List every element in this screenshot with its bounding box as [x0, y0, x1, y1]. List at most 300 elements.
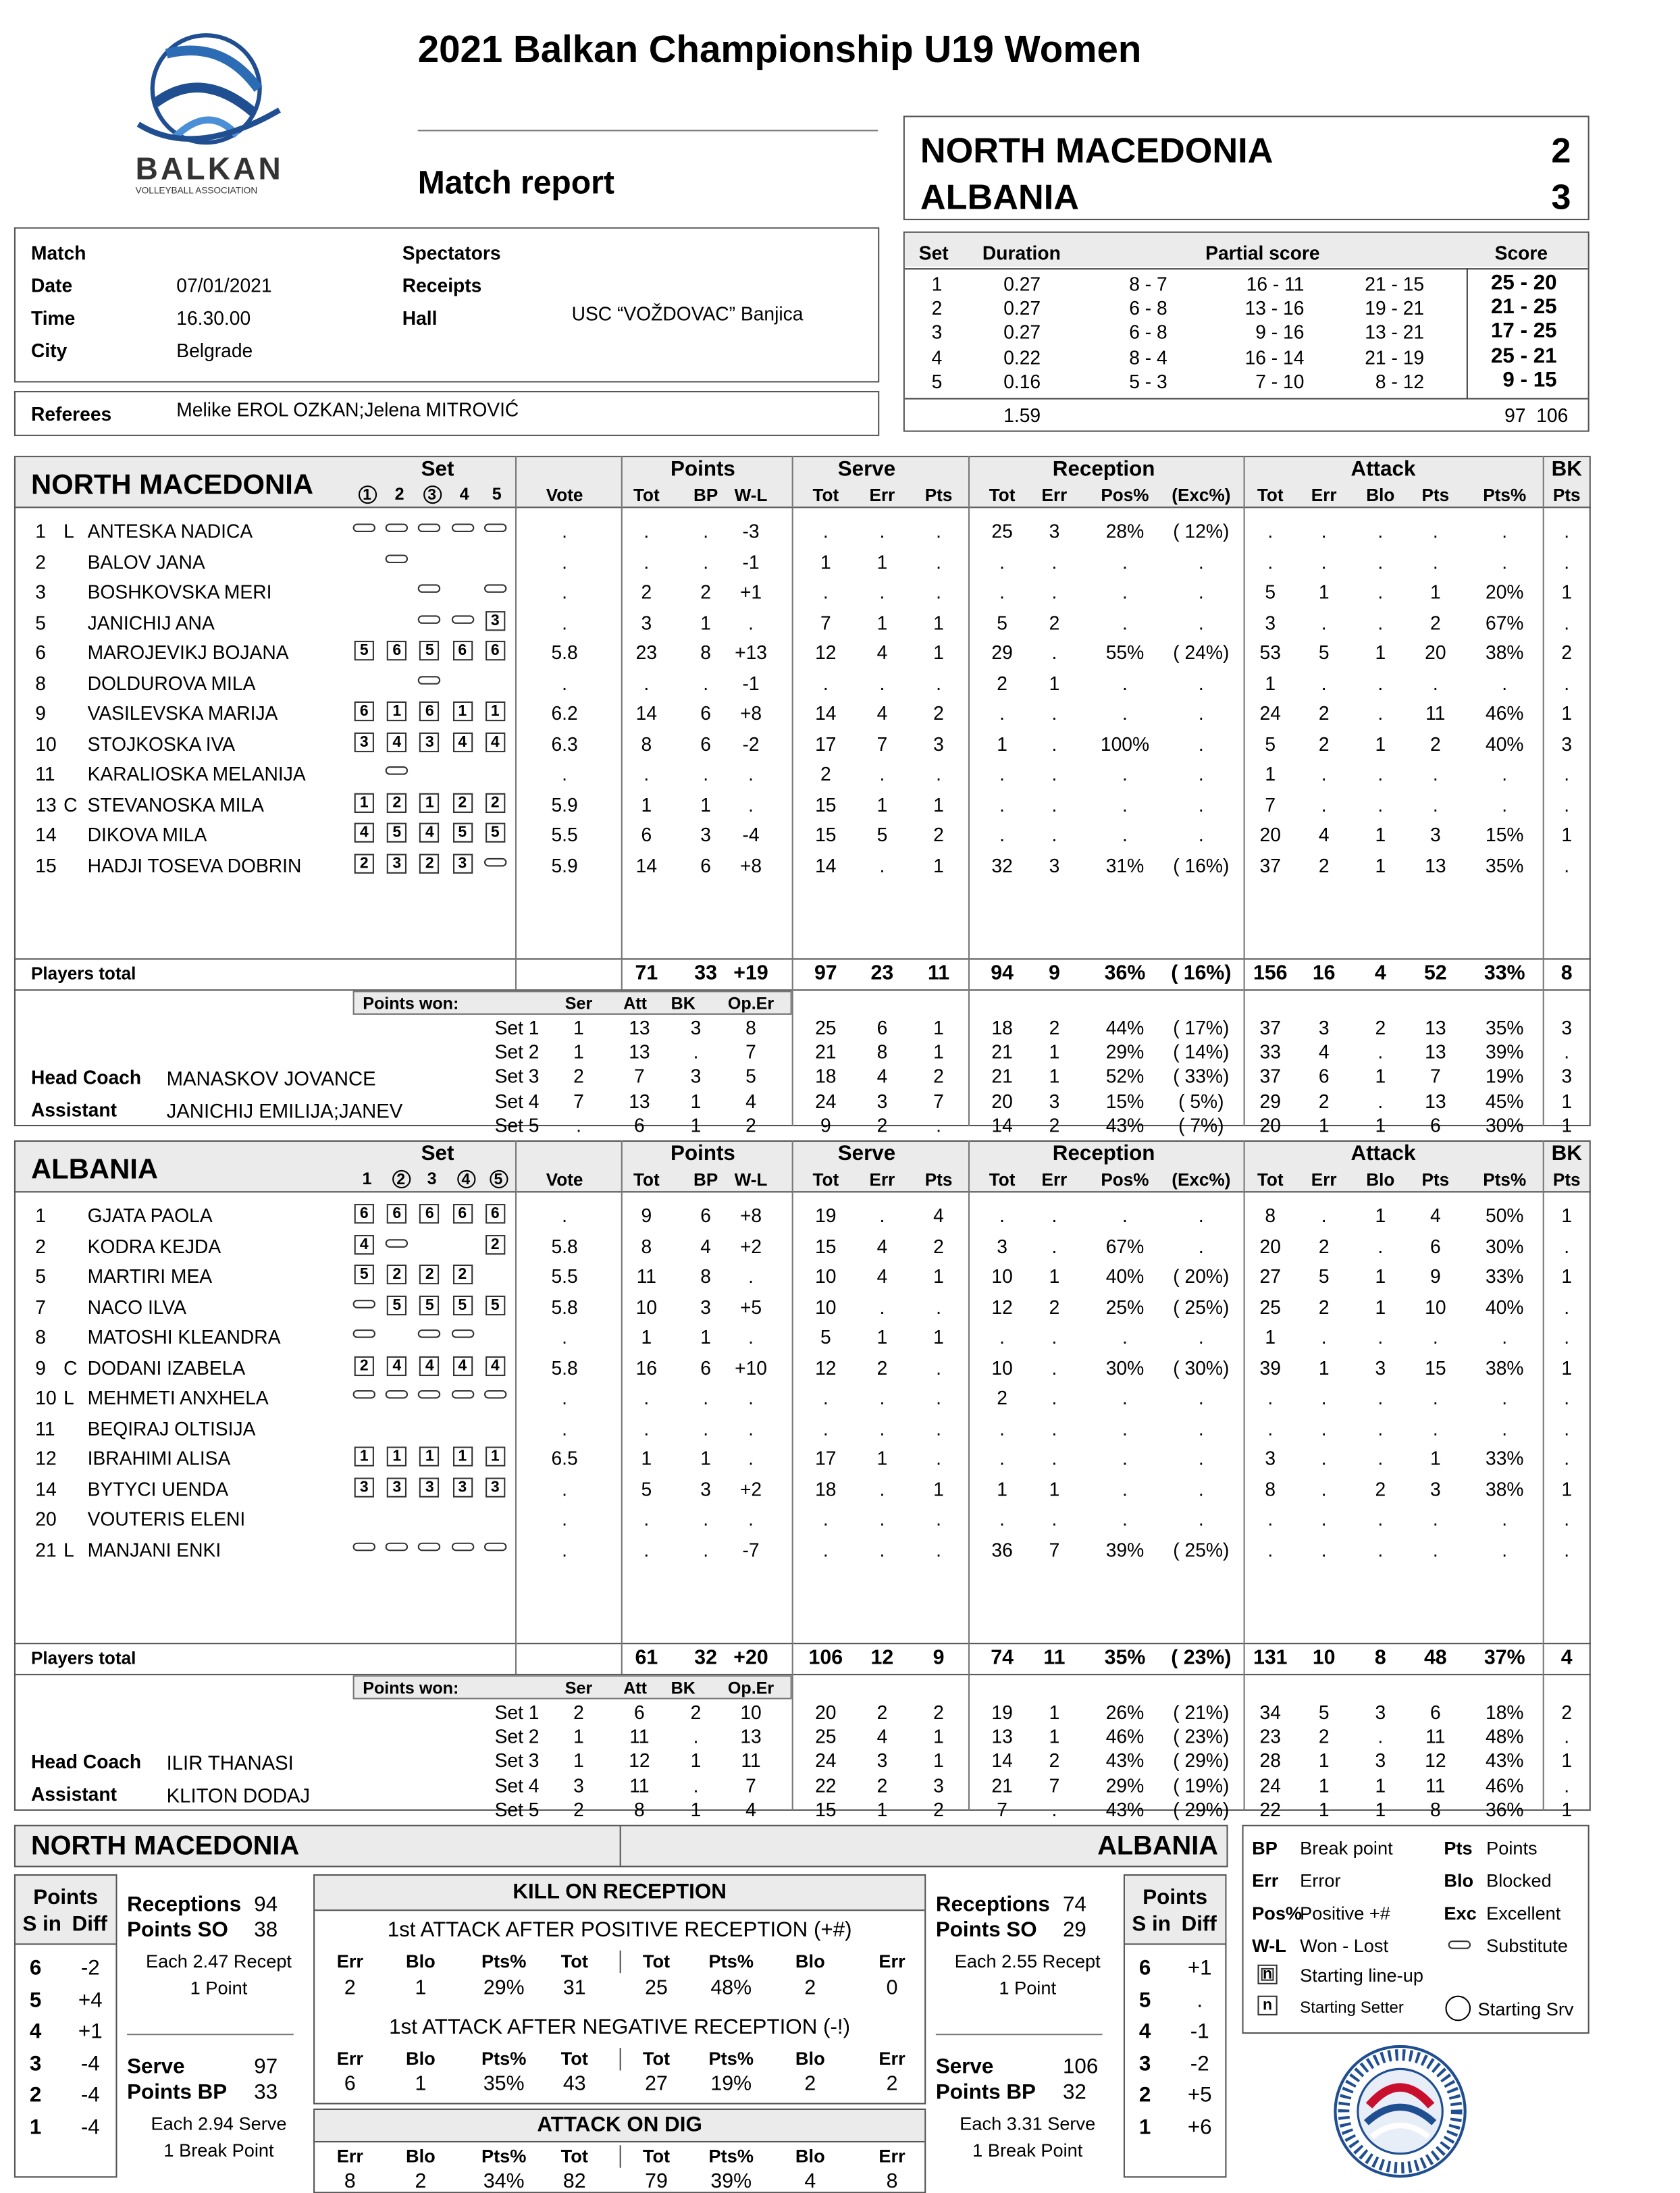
match-label: Match — [30, 242, 86, 264]
sets-col-set: Set — [918, 242, 949, 264]
sets-box — [903, 232, 1590, 432]
set-row-value: 1 — [690, 1114, 702, 1136]
player-stat: 2 — [933, 702, 944, 724]
kill-value: 19% — [710, 2073, 752, 2096]
substitute-icon — [386, 524, 408, 533]
player-stat: 37 — [1259, 854, 1281, 876]
player-number: 5 — [35, 612, 46, 633]
kill-value: 82 — [562, 2170, 586, 2193]
legend-key: W-L — [1252, 1934, 1286, 1957]
players-total-value: 12 — [870, 1647, 894, 1670]
set-row-value: 34 — [1259, 1701, 1281, 1724]
col-group-4: BK — [1551, 1142, 1582, 1166]
set-row-label: Set 4 — [494, 1090, 540, 1112]
set-row-value: 25 — [815, 1726, 837, 1748]
points-won-col-1: Att — [623, 993, 648, 1013]
player-stat: . — [1267, 551, 1274, 573]
lineup-position: 2 — [355, 1356, 374, 1375]
player-stat: 1 — [876, 1448, 888, 1470]
page-subtitle: Match report — [417, 163, 614, 201]
lineup-position: 5 — [420, 1295, 440, 1315]
player-stat: 1 — [933, 793, 944, 816]
player-stat: 1 — [933, 1326, 944, 1348]
set-row-value: 11 — [1425, 1774, 1446, 1797]
kill-value: 8 — [886, 2170, 898, 2193]
kill-value: 2 — [804, 2073, 816, 2096]
player-stat: . — [1321, 1508, 1327, 1530]
player-number: 12 — [35, 1448, 57, 1470]
set-number-label: 3 — [427, 1168, 437, 1189]
player-stat: -7 — [742, 1539, 760, 1560]
player-stat: . — [1321, 1205, 1327, 1227]
substitute-icon — [353, 1542, 375, 1551]
player-stat: 1 — [1375, 642, 1386, 664]
player-stat: 30% — [1486, 1236, 1524, 1257]
col-sub-6: Pts — [924, 485, 953, 506]
spectators-label: Spectators — [402, 242, 501, 264]
set-row-value: 1 — [1318, 1114, 1330, 1136]
player-number: 20 — [35, 1508, 57, 1530]
head-coach-name: ILIR THANASI — [166, 1751, 294, 1774]
set-row-value: 3 — [1561, 1018, 1573, 1039]
player-stat: 1 — [1049, 1265, 1060, 1288]
player-stat: . — [1377, 581, 1384, 603]
player-stat: . — [1432, 521, 1438, 542]
player-stat: . — [562, 1205, 568, 1227]
set-row-value: 22 — [815, 1774, 837, 1797]
set-row-value: 3 — [690, 1065, 702, 1088]
col-sub-10: (Exc%) — [1172, 485, 1231, 506]
legend-srv: Starting Srv — [1477, 1998, 1574, 2020]
player-stat: 38% — [1486, 642, 1524, 664]
player-stat: 40% — [1486, 733, 1524, 755]
set-partial-2: 13 - 16 — [1244, 298, 1305, 319]
players-total-value: 37% — [1484, 1647, 1525, 1670]
player-stat: +13 — [735, 642, 767, 664]
time-label: Time — [30, 307, 76, 329]
lineup-position: 6 — [355, 1204, 374, 1223]
player-stat: 28% — [1105, 521, 1145, 542]
kill-col-header: Pts% — [708, 1950, 754, 1972]
lineup-position: 6 — [420, 702, 440, 721]
set-row-value: 48% — [1486, 1726, 1524, 1748]
player-name: MAROJEVIKJ BOJANA — [87, 642, 289, 664]
kill-value: 43 — [562, 2073, 586, 2096]
legend — [1242, 1825, 1589, 2034]
players-total-value: 9 — [1048, 962, 1060, 986]
set-row-value: 44% — [1105, 1018, 1145, 1039]
set-row-value: 15% — [1105, 1090, 1145, 1112]
player-stat: . — [562, 581, 568, 603]
rot-diff: -4 — [80, 2051, 100, 2076]
set-score: 17 - 25 — [1490, 319, 1557, 344]
set-number: 2 — [931, 298, 943, 319]
substitute-icon — [419, 524, 441, 533]
set-row-value: 1 — [933, 1018, 944, 1039]
player-stat: . — [936, 763, 941, 785]
set-row-label: Set 3 — [494, 1065, 540, 1088]
player-stat: 1 — [1561, 581, 1573, 603]
player-stat: . — [1198, 581, 1204, 603]
player-stat: . — [1502, 1539, 1508, 1560]
set-row-value: 1 — [1318, 1799, 1330, 1821]
each-serve-point: 1 Break Point — [972, 2139, 1083, 2161]
player-name: NACO ILVA — [87, 1296, 186, 1318]
player-stat: . — [1377, 612, 1384, 633]
summary-header — [14, 1825, 1228, 1868]
player-stat: . — [1502, 793, 1508, 816]
player-stat: 6 — [700, 1205, 711, 1227]
kill-value: 1 — [415, 2073, 427, 2096]
col-sub-14: Pts — [1421, 485, 1450, 506]
player-stat: 5.8 — [551, 1236, 578, 1257]
player-stat: 1 — [641, 793, 652, 816]
player-stat: . — [1198, 702, 1204, 724]
player-role: L — [63, 1539, 74, 1560]
player-stat: 17 — [815, 733, 837, 755]
match-info — [14, 228, 879, 383]
player-stat: . — [644, 1417, 650, 1439]
col-sub-0: Vote — [546, 485, 583, 506]
points-bp-label: Points BP — [127, 2080, 228, 2105]
substitute-icon — [419, 584, 441, 593]
player-stat: 10 — [815, 1265, 837, 1288]
player-stat: 4 — [876, 702, 888, 724]
set-row-value: 7 — [997, 1799, 1007, 1821]
set-row-value: 18 — [815, 1065, 837, 1088]
players-total-value: 23 — [870, 962, 894, 986]
lineup-position: 4 — [387, 732, 406, 751]
player-stat: . — [822, 581, 829, 603]
col-sub-12: Err — [1311, 1169, 1337, 1190]
player-stat: . — [1564, 763, 1570, 785]
player-stat: . — [1122, 702, 1128, 724]
set-row-value: 43% — [1105, 1114, 1145, 1136]
player-stat: 1 — [876, 793, 888, 816]
player-name: BALOV JANA — [87, 551, 205, 573]
col-group-3: Attack — [1350, 1142, 1416, 1166]
set-partial-2: 7 - 10 — [1255, 371, 1305, 392]
set-row-value: 45% — [1486, 1090, 1524, 1112]
player-stat: 1 — [700, 612, 711, 633]
set-row-value: 6 — [1429, 1701, 1441, 1724]
player-stat: 9 — [1429, 1265, 1441, 1288]
kill-value: 0 — [886, 1977, 898, 2000]
set-row-value: 3 — [1561, 1065, 1573, 1088]
points-bp-value: 32 — [1062, 2080, 1086, 2105]
player-stat: . — [703, 672, 709, 694]
lineup-position: 3 — [355, 1477, 374, 1496]
player-stat: . — [1122, 672, 1128, 694]
player-stat: . — [562, 521, 568, 542]
set-row-value: 1 — [876, 1799, 888, 1821]
kill-col-header: Blo — [405, 2145, 436, 2167]
referees-label: Referees — [30, 403, 112, 425]
player-stat: . — [936, 672, 941, 694]
set-score: 21 - 25 — [1490, 295, 1557, 319]
player-stat: 1 — [933, 1265, 944, 1288]
col-group-2: Reception — [1052, 1142, 1155, 1166]
player-name: KARALIOSKA MELANIJA — [87, 763, 306, 785]
player-stat: ( 30%) — [1173, 1356, 1230, 1379]
player-stat: 1 — [820, 551, 831, 573]
player-role: C — [63, 1356, 78, 1379]
player-name: BYTYCI UENDA — [87, 1478, 229, 1500]
col-sub-7: Tot — [989, 485, 1016, 506]
set-duration: 0.27 — [1003, 322, 1041, 344]
player-stat: 4 — [1429, 1205, 1441, 1227]
lineup-position: 3 — [485, 1477, 505, 1496]
legend-value: Blocked — [1486, 1870, 1552, 1892]
rot-position: 4 — [29, 2019, 42, 2044]
lineup-position: 2 — [387, 793, 406, 812]
player-stat: . — [1377, 1326, 1384, 1348]
lineup-position: 6 — [355, 702, 374, 721]
player-stat: . — [936, 1508, 941, 1530]
player-stat: 12 — [815, 1356, 837, 1379]
player-stat: . — [1432, 551, 1438, 573]
player-stat: 6 — [700, 733, 711, 755]
player-stat: 3 — [933, 733, 944, 755]
player-stat: . — [1502, 551, 1508, 573]
player-number: 3 — [35, 581, 46, 603]
set-row-value: 43% — [1486, 1750, 1524, 1772]
set-row-value: 15 — [815, 1799, 837, 1821]
set-row-value: 39% — [1486, 1042, 1524, 1063]
substitute-icon — [419, 675, 441, 684]
player-stat: +2 — [739, 1236, 762, 1257]
player-stat: 1 — [1049, 1478, 1060, 1500]
player-stat: . — [1051, 551, 1057, 573]
player-stat: 8 — [641, 733, 652, 755]
set-row-value: 29% — [1105, 1774, 1145, 1797]
kill-value: 8 — [344, 2170, 356, 2193]
rot-position: 5 — [1138, 1988, 1151, 2012]
lineup-position: 6 — [387, 641, 406, 660]
set-row-value: . — [693, 1042, 699, 1063]
set-row-value: 2 — [1561, 1701, 1573, 1724]
set-row-value: 4 — [745, 1799, 756, 1821]
player-stat: . — [1198, 1417, 1204, 1439]
serve-value: 106 — [1062, 2055, 1099, 2080]
set-row-value: 1 — [573, 1750, 584, 1772]
points-won-col-2: BK — [671, 993, 695, 1013]
set-row-value: . — [1377, 1090, 1384, 1112]
col-group-1: Serve — [837, 457, 896, 481]
player-stat: 1 — [1561, 1478, 1573, 1500]
player-stat: . — [1432, 1387, 1438, 1409]
player-stat: 33% — [1486, 1448, 1524, 1470]
player-stat: . — [562, 763, 568, 785]
set-row-value: ( 21%) — [1173, 1701, 1230, 1724]
player-stat: 20% — [1486, 581, 1524, 603]
player-stat: 3 — [1265, 612, 1276, 633]
player-stat: . — [822, 1508, 829, 1530]
player-stat: . — [1051, 763, 1057, 785]
player-stat: . — [562, 1417, 568, 1439]
set-row-value: 26% — [1105, 1701, 1145, 1724]
legend-lineup: Starting line-up — [1300, 1964, 1423, 1986]
kill-col-header: Blo — [795, 1950, 825, 1972]
player-stat: . — [1051, 702, 1057, 724]
set-row-value: 1 — [1049, 1701, 1060, 1724]
player-stat: . — [562, 672, 568, 694]
player-stat: 32 — [991, 854, 1013, 876]
lineup-position: 2 — [420, 853, 440, 873]
lineup-position: 3 — [452, 853, 472, 873]
player-stat: 5 — [1265, 581, 1276, 603]
col-sub-14: Pts — [1421, 1169, 1450, 1190]
player-stat: 14 — [635, 702, 658, 724]
each-recept: Each 2.47 Recept — [145, 1950, 292, 1972]
player-stat: 14 — [815, 854, 837, 876]
player-stat: . — [1198, 551, 1204, 573]
player-stat: . — [1122, 793, 1128, 816]
set-row-value: 3 — [876, 1090, 888, 1112]
set-row-value: 1 — [1049, 1065, 1060, 1088]
player-stat: 1 — [933, 854, 944, 876]
player-stat: . — [644, 1387, 650, 1409]
city-value: Belgrade — [176, 340, 253, 362]
volleyball-logo-icon — [124, 26, 294, 153]
kill-col-header: Err — [336, 1950, 364, 1972]
player-stat: 3 — [1429, 824, 1441, 846]
player-name: VASILEVSKA MARIJA — [87, 702, 278, 724]
set-row-value: 6 — [634, 1114, 645, 1136]
players-total-value: 11 — [1043, 1647, 1066, 1670]
set-row-value: 1 — [690, 1750, 702, 1772]
lineup-position: 6 — [452, 641, 472, 660]
date-label: Date — [30, 275, 73, 296]
player-stat: . — [936, 1448, 941, 1470]
lineup-position: 2 — [355, 853, 374, 873]
player-stat: . — [748, 1417, 754, 1439]
points-won-col-0: Ser — [565, 993, 593, 1013]
player-stat: . — [1502, 672, 1508, 694]
lineup-position: 5 — [420, 641, 440, 660]
kill-value: 27 — [645, 2073, 668, 2096]
substitute-icon — [484, 584, 506, 593]
starting-serve-circle-icon: 1 — [355, 483, 380, 505]
lineup-position: 1 — [485, 702, 505, 721]
player-stat: . — [1198, 1326, 1204, 1348]
receptions-label: Receptions — [127, 1893, 242, 1917]
player-stat: . — [1321, 521, 1327, 542]
rot-position: 6 — [29, 1956, 42, 1980]
lineup-position: 3 — [355, 732, 374, 751]
players-total-label: Players total — [30, 963, 136, 984]
set-row-label: Set 5 — [494, 1114, 540, 1136]
assistant-label: Assistant — [30, 1099, 117, 1121]
kill-value: 2 — [804, 1977, 816, 2000]
set-row-value: 1 — [1049, 1042, 1060, 1063]
player-stat: . — [1051, 642, 1057, 664]
players-total-value: 32 — [694, 1647, 718, 1670]
player-stat: . — [936, 551, 941, 573]
set-row-value: ( 5%) — [1178, 1090, 1224, 1112]
legend-setter-box: n — [1257, 1996, 1277, 2015]
player-number: 21 — [35, 1539, 57, 1560]
set-row-value: 3 — [1375, 1701, 1386, 1724]
set-row-value: ( 19%) — [1173, 1774, 1230, 1797]
player-stat: . — [748, 1265, 754, 1288]
player-stat: . — [562, 1326, 568, 1348]
player-stat: 3 — [700, 824, 711, 846]
player-stat: 2 — [1375, 1478, 1386, 1500]
player-stat: . — [822, 1417, 829, 1439]
player-stat: . — [1198, 1508, 1204, 1530]
receptions-label: Receptions — [935, 1893, 1050, 1917]
player-stat: . — [1377, 1387, 1384, 1409]
player-stat: -3 — [742, 521, 760, 542]
player-stat: . — [879, 672, 885, 694]
set-number-label: 1 — [362, 1168, 372, 1189]
player-stat: . — [936, 1539, 941, 1560]
date-value: 07/01/2021 — [176, 275, 272, 296]
col-sub-13: Blo — [1366, 485, 1395, 506]
col-sub-12: Err — [1311, 485, 1337, 506]
kill-col-header: Err — [878, 2048, 905, 2069]
player-stat: . — [936, 521, 941, 542]
kill-value: 25 — [645, 1977, 668, 2000]
set-row-value: 6 — [634, 1701, 645, 1724]
set-row-value: 2 — [573, 1799, 584, 1821]
legend-lineup-box: n — [1257, 1965, 1277, 1984]
set-number-label: 2 — [394, 483, 404, 504]
player-stat: . — [1564, 1296, 1570, 1318]
player-stat: . — [1198, 612, 1204, 633]
receptions-value: 74 — [1062, 1893, 1086, 1917]
set-row-value: . — [1564, 1726, 1570, 1748]
player-stat: . — [703, 1508, 709, 1530]
player-stat: . — [1267, 1539, 1274, 1560]
set-row-value: 4 — [876, 1726, 888, 1748]
player-stat: 1 — [1561, 1205, 1573, 1227]
set-row-value: 43% — [1105, 1750, 1145, 1772]
legend-key: Exc — [1444, 1902, 1477, 1924]
result-box — [903, 115, 1590, 220]
substitute-icon — [451, 524, 473, 533]
player-stat: . — [1377, 763, 1384, 785]
set-partial-3: 13 - 21 — [1365, 322, 1425, 344]
player-name: BOSHKOVSKA MERI — [87, 581, 272, 603]
set-row-value: 46% — [1105, 1726, 1145, 1748]
player-stat: 6.3 — [551, 733, 578, 755]
players-total-value: ( 16%) — [1171, 962, 1232, 986]
legend-value: Points — [1486, 1837, 1538, 1859]
lineup-position: 6 — [452, 1204, 472, 1223]
player-stat: 12 — [991, 1296, 1013, 1318]
col-sub-4: Tot — [812, 485, 839, 506]
player-stat: 8 — [641, 1236, 652, 1257]
substitute-icon — [484, 524, 506, 533]
player-stat: . — [1321, 793, 1327, 816]
set-partial-1: 8 - 4 — [1129, 346, 1167, 368]
assistant-name: KLITON DODAJ — [166, 1784, 311, 1807]
col-sub-16: Pts — [1552, 1169, 1581, 1190]
player-stat: . — [999, 1326, 1005, 1348]
player-name: MANJANI ENKI — [87, 1539, 221, 1560]
kill-col-header: Err — [878, 1950, 905, 1972]
set-row-value: 8 — [745, 1018, 756, 1039]
set-row-value: 13 — [1425, 1090, 1446, 1112]
set-row-value: 5 — [745, 1065, 756, 1088]
player-stat: . — [1051, 1236, 1057, 1257]
rot-diff: -2 — [80, 1956, 100, 1980]
points-won-col-3: Op.Er — [727, 993, 775, 1013]
player-stat: 10 — [815, 1296, 837, 1318]
kill-col-header: Pts% — [481, 1950, 527, 1972]
